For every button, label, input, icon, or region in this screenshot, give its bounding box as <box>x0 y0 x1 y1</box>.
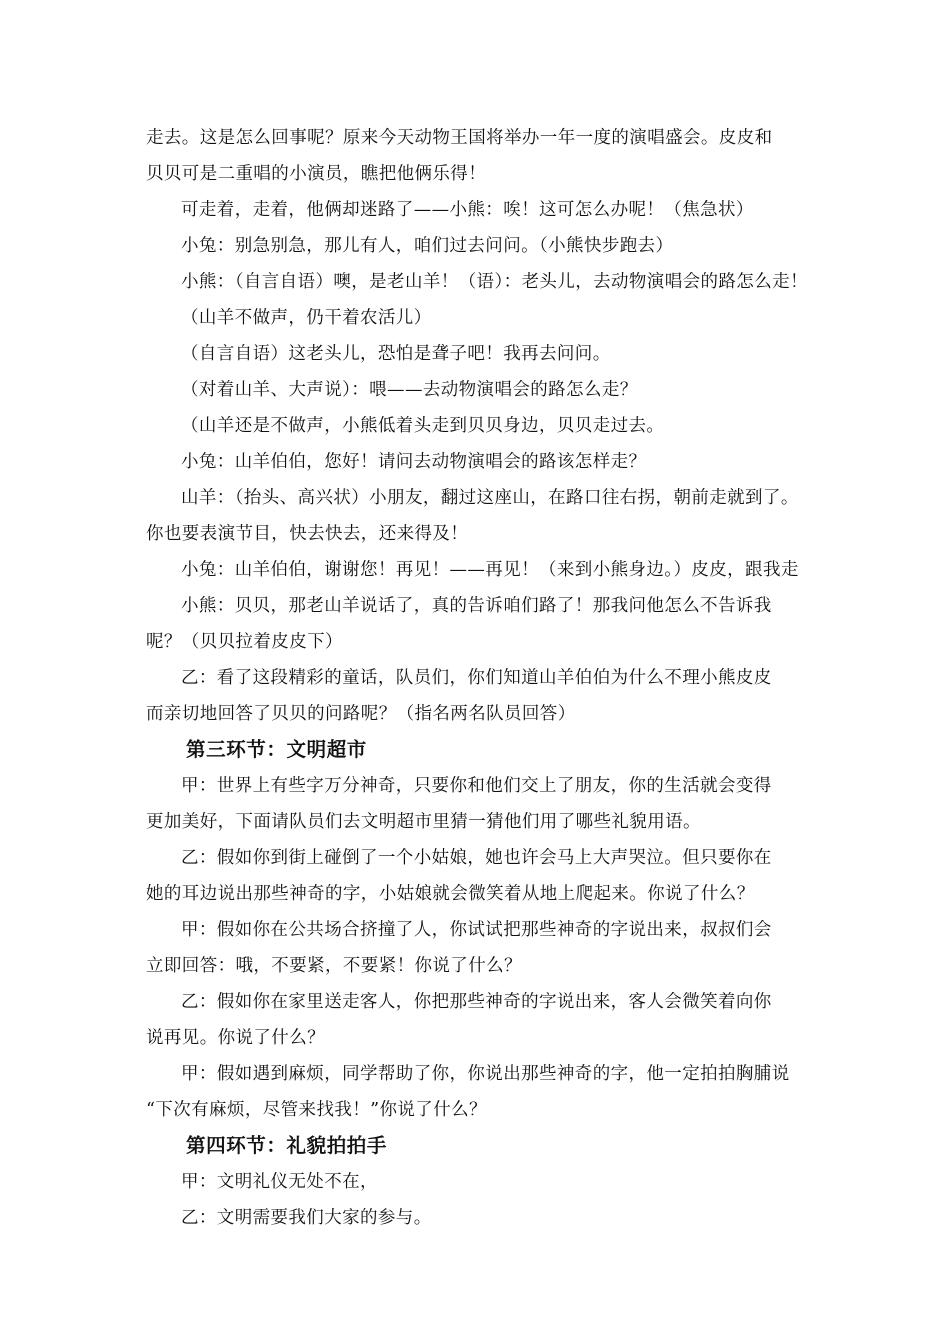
text-line: 甲：文明礼仪无处不在， <box>181 1172 378 1192</box>
text-line: 乙：文明需要我们大家的参与。 <box>181 1208 432 1228</box>
section-heading-3: 第三环节：文明超市 <box>186 738 367 761</box>
text-line: “下次有麻烦，尽管来找我！”你说了什么？ <box>146 1100 487 1120</box>
text-line: 小熊：（自言自语）噢，是老山羊！（语）：老头儿，去动物演唱会的路怎么走！ <box>181 272 808 292</box>
text-line: （山羊还是不做声，小熊低着头走到贝贝身边，贝贝走过去。 <box>181 416 665 436</box>
text-line: 乙：假如你在家里送走客人，你把那些神奇的字说出来，客人会微笑着向你 <box>181 992 772 1012</box>
text-line: 小兔：别急别急，那儿有人，咱们过去问问。（小熊快步跑去） <box>181 236 674 256</box>
text-line: 你也要表演节目，快去快去，还来得及！ <box>146 524 469 544</box>
text-line: 她的耳边说出那些神奇的字，小姑娘就会微笑着从地上爬起来。你说了什么？ <box>146 884 755 904</box>
text-line: 甲：假如遇到麻烦，同学帮助了你，你说出那些神奇的字，他一定拍拍胸脯说 <box>181 1064 790 1084</box>
text-line: （山羊不做声，仍干着农活儿） <box>181 308 432 328</box>
text-line: 可走着，走着，他俩却迷路了——小熊：唉！这可怎么办呢！（焦急状） <box>181 200 754 220</box>
text-line: 甲：假如你在公共场合挤撞了人，你试试把那些神奇的字说出来，叔叔们会 <box>181 920 772 940</box>
text-line: 乙：假如你到街上碰倒了一个小姑娘，她也许会马上大声哭泣。但只要你在 <box>181 848 772 868</box>
text-line: 而亲切地回答了贝贝的问路呢？（指名两名队员回答） <box>146 704 576 724</box>
text-line: 说再见。你说了什么？ <box>146 1028 325 1048</box>
text-line: 小熊：贝贝，那老山羊说话了，真的告诉咱们路了！那我问他怎么不告诉我 <box>181 596 772 616</box>
text-line: 走去。这是怎么回事呢？原来今天动物王国将举办一年一度的演唱盛会。皮皮和 <box>146 128 773 148</box>
text-line: 小兔：山羊伯伯，您好！请问去动物演唱会的路该怎样走？ <box>181 452 647 472</box>
text-line: 乙：看了这段精彩的童话，队员们，你们知道山羊伯伯为什么不理小熊皮皮 <box>181 668 772 688</box>
text-line: （对着山羊、大声说）：喂——去动物演唱会的路怎么走？ <box>181 380 638 400</box>
text-line: 更加美好，下面请队员们去文明超市里猜一猜他们用了哪些礼貌用语。 <box>146 812 701 832</box>
section-heading-4: 第四环节：礼貌拍拍手 <box>186 1134 388 1157</box>
text-line: 立即回答：哦，不要紧，不要紧！你说了什么？ <box>146 956 522 976</box>
text-line: 呢？（贝贝拉着皮皮下） <box>146 632 343 652</box>
text-line: 山羊：（抬头、高兴状）小朋友，翻过这座山，在路口往右拐，朝前走就到了。 <box>181 488 799 508</box>
text-line: 小兔：山羊伯伯，谢谢您！再见！——再见！（来到小熊身边。）皮皮，跟我走 <box>181 560 799 580</box>
text-line: 贝贝可是二重唱的小演员，瞧把他俩乐得！ <box>146 164 487 184</box>
text-line: （自言自语）这老头儿，恐怕是聋子吧！我再去问问。 <box>181 344 611 364</box>
text-line: 甲：世界上有些字万分神奇，只要你和他们交上了朋友，你的生活就会变得 <box>181 776 772 796</box>
